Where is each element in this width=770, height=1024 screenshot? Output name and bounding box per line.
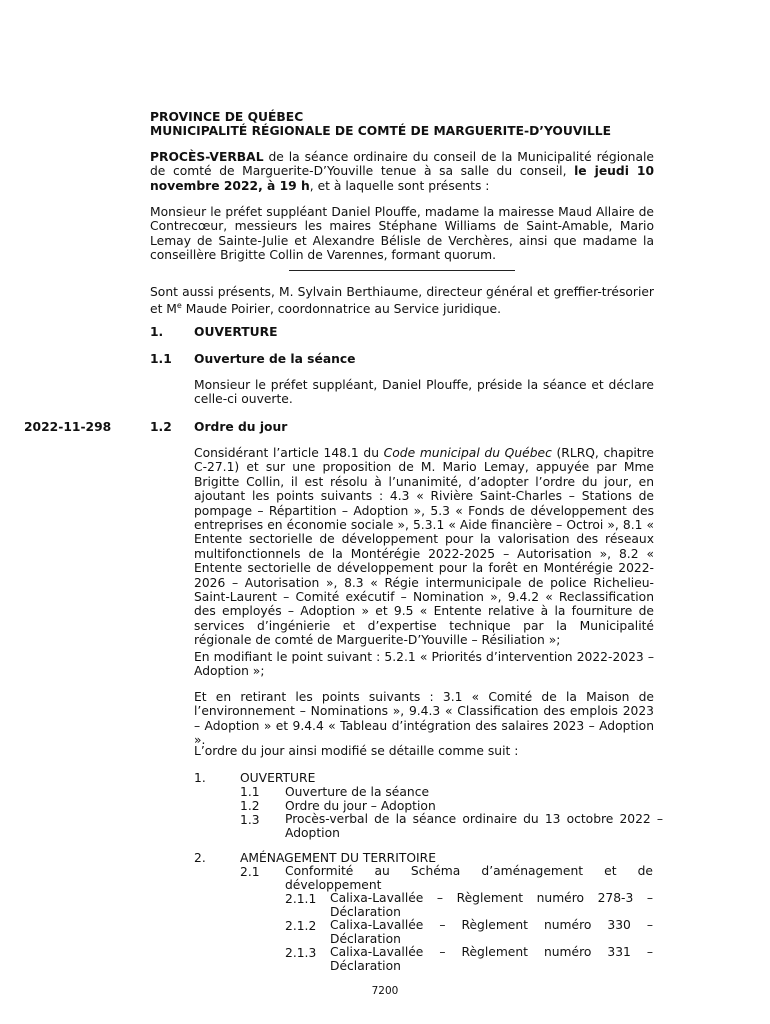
ordre-paragraph-1	[194, 446, 654, 648]
ordre-p1-code-title: Code municipal du Québec	[383, 446, 552, 460]
header-mrc: MUNICIPALITÉ RÉGIONALE DE COMTÉ DE MARGUERITE-D’YOUVILLE	[150, 124, 612, 138]
agenda-item-1-1-label: Ouverture de la séance	[285, 785, 430, 799]
section-1-title: OUVERTURE	[194, 325, 278, 339]
present-paragraph: Monsieur le préfet suppléant Daniel Plouffe, madame la mairesse Maud Allaire de Contrecœur, messieurs les maires Stéphane Williams de Saint-Amable, Mario Lemay de Sainte-Julie et Alexandre Bélisle de Verchères, ainsi que madame la conseillère Brigitte Collin de Varennes, formant quorum.	[150, 205, 654, 263]
agenda-item-2-1-label: Conformité au Schéma d’aménagement et de développement	[285, 864, 653, 893]
section-1-1-text: Monsieur le préfet suppléant, Daniel Plouffe, préside la séance et déclare celle-ci ouverte.	[194, 378, 654, 407]
also-present-sup: e	[176, 301, 182, 311]
ordre-p1-text-b: (RLRQ, chapitre C-27.1) et sur une proposition de M. Mario Lemay, appuyée par Mme Brigitte Collin, il est résolu à l’unanimité, d’adopter l’ordre du jour, en ajoutant les points suivants : 4.3 « Rivière Saint-Charles – Stations de pompage – Répartition – Adoption », 5.3 « Fonds de développement des entreprises en économie sociale », 5.3.1 « Aide financière – Octroi », 8.1 « Entente sectorielle de développement pour la valorisation des réseaux multifonctionnels de la Montérégie 2022-2025 – Autorisation », 8.2 « Entente sectorielle de développement pour la forêt en Montérégie 2022-2026 – Autorisation », 8.3 « Régie intermunicipale de police Richelieu-Saint-Laurent – Comité exécutif – Nomination », 9.4.2 « Reclassification des employés – Adoption » et 9.5 « Entente relative à la fourniture de services d’ingénierie et d’expertise technique par la Municipalité régionale de comté de Marguerite-D’Youville – Résiliation »;	[194, 446, 654, 648]
agenda-item-2-1-number: 2.1	[240, 865, 260, 879]
intro-date: le jeudi 10 novembre 2022, à 19 h	[150, 164, 654, 193]
separator-line	[289, 270, 515, 271]
intro-text-1: de la séance ordinaire du conseil de la Municipalité régionale de comté de Marguerite-D’Youville tenue à sa salle du conseil,	[150, 150, 654, 179]
agenda-item-2-1-3-label: Calixa-Lavallée – Règlement numéro 331 – Déclaration	[330, 945, 653, 974]
agenda-item-1-3-number: 1.3	[240, 813, 260, 827]
also-present-text-2: Maude Poirier, coordonnatrice au Service juridique.	[181, 302, 501, 317]
agenda-item-1-2-number: 1.2	[240, 799, 260, 813]
intro-paragraph	[150, 150, 654, 193]
ordre-paragraph-2: En modifiant le point suivant : 5.2.1 « Priorités d’intervention 2022-2023 – Adoption »;	[194, 650, 654, 679]
page-number: 7200	[371, 985, 399, 997]
agenda-item-1-label: OUVERTURE	[240, 771, 316, 785]
ordre-p1-text-a: Considérant l’article 148.1 du	[194, 446, 384, 460]
ordre-paragraph-3: Et en retirant les points suivants : 3.1 « Comité de la Maison de l’environnement – Nominations », 9.4.3 « Classification des emplois 2023 – Adoption » et 9.4.4 « Tableau d’intégration des salaires 2023 – Adoption ».	[194, 690, 654, 748]
agenda-item-2-1-2-label: Calixa-Lavallée – Règlement numéro 330 – Déclaration	[330, 918, 653, 947]
agenda-item-1-2-label: Ordre du jour – Adoption	[285, 799, 436, 813]
also-present-text-1: Sont aussi présents, M. Sylvain Berthiaume, directeur général et greffier-trésorier et M	[150, 285, 654, 317]
section-1-1-number: 1.1	[150, 352, 172, 366]
agenda-item-2-1-1-number: 2.1.1	[285, 892, 317, 906]
agenda-item-2-number: 2.	[194, 851, 206, 865]
section-1-number: 1.	[150, 325, 164, 339]
section-1-2-title: Ordre du jour	[194, 420, 288, 434]
document-header	[150, 110, 611, 138]
agenda-item-2-1-1-label: Calixa-Lavallée – Règlement numéro 278-3 – Déclaration	[330, 891, 653, 920]
agenda-item-1-3-label: Procès-verbal de la séance ordinaire du 13 octobre 2022 – Adoption	[285, 812, 663, 841]
ordre-paragraph-4: L’ordre du jour ainsi modifié se détaille comme suit :	[194, 744, 519, 758]
agenda-item-1-1-number: 1.1	[240, 785, 260, 799]
agenda-item-2-1-2-number: 2.1.2	[285, 919, 317, 933]
section-1-2-number: 1.2	[150, 420, 172, 434]
header-province: PROVINCE DE QUÉBEC	[150, 110, 304, 124]
intro-bold-title: PROCÈS-VERBAL	[150, 150, 264, 164]
section-1-1-title: Ouverture de la séance	[194, 352, 356, 366]
agenda-item-1-number: 1.	[194, 771, 206, 785]
intro-text-2: , et à laquelle sont présents :	[309, 178, 490, 193]
agenda-item-2-label: AMÉNAGEMENT DU TERRITOIRE	[240, 851, 436, 865]
resolution-number: 2022-11-298	[24, 420, 112, 434]
agenda-item-2-1-3-number: 2.1.3	[285, 946, 317, 960]
also-present-paragraph	[150, 285, 654, 317]
